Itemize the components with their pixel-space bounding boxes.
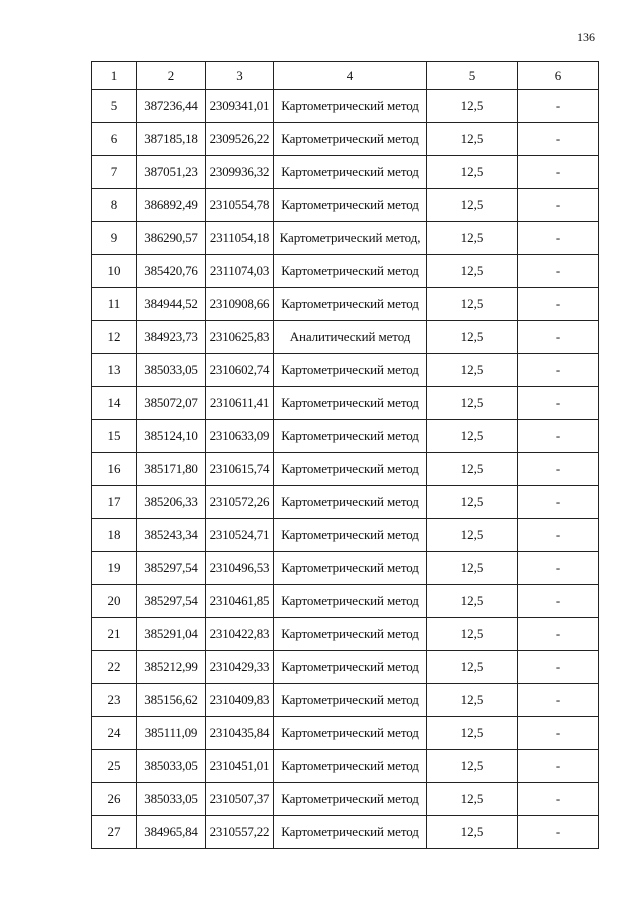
header-col-1: 1 xyxy=(92,62,137,90)
cell-method: Картометрический метод xyxy=(274,684,427,717)
cell-note: - xyxy=(518,222,599,255)
cell-coord-x: 385212,99 xyxy=(137,651,206,684)
cell-note: - xyxy=(518,420,599,453)
cell-coord-x: 385420,76 xyxy=(137,255,206,288)
table-row xyxy=(92,552,599,585)
cell-accuracy: 12,5 xyxy=(427,750,518,783)
header-col-5: 5 xyxy=(427,62,518,90)
cell-note: - xyxy=(518,651,599,684)
table-row xyxy=(92,156,599,189)
cell-accuracy: 12,5 xyxy=(427,189,518,222)
cell-accuracy: 12,5 xyxy=(427,321,518,354)
cell-coord-x: 385297,54 xyxy=(137,552,206,585)
cell-method: Картометрический метод xyxy=(274,552,427,585)
cell-note: - xyxy=(518,123,599,156)
cell-method: Картометрический метод xyxy=(274,189,427,222)
cell-accuracy: 12,5 xyxy=(427,651,518,684)
cell-method: Картометрический метод xyxy=(274,288,427,321)
cell-note: - xyxy=(518,519,599,552)
cell-coord-y: 2310557,22 xyxy=(206,816,274,849)
table-row xyxy=(92,222,599,255)
table-row xyxy=(92,783,599,816)
cell-accuracy: 12,5 xyxy=(427,552,518,585)
cell-point-number: 19 xyxy=(92,552,137,585)
cell-coord-y: 2310572,26 xyxy=(206,486,274,519)
cell-note: - xyxy=(518,783,599,816)
cell-method: Картометрический метод xyxy=(274,651,427,684)
cell-method: Картометрический метод xyxy=(274,816,427,849)
cell-method: Картометрический метод xyxy=(274,420,427,453)
cell-method: Картометрический метод xyxy=(274,519,427,552)
cell-coord-x: 387185,18 xyxy=(137,123,206,156)
cell-method: Картометрический метод xyxy=(274,585,427,618)
cell-method: Картометрический метод xyxy=(274,387,427,420)
cell-coord-x: 385033,05 xyxy=(137,354,206,387)
cell-point-number: 8 xyxy=(92,189,137,222)
cell-method: Аналитический метод xyxy=(274,321,427,354)
table-row xyxy=(92,618,599,651)
cell-point-number: 27 xyxy=(92,816,137,849)
cell-note: - xyxy=(518,552,599,585)
cell-point-number: 7 xyxy=(92,156,137,189)
cell-coord-y: 2310554,78 xyxy=(206,189,274,222)
cell-method: Картометрический метод xyxy=(274,783,427,816)
table-row xyxy=(92,354,599,387)
cell-accuracy: 12,5 xyxy=(427,618,518,651)
cell-method: Картометрический метод xyxy=(274,717,427,750)
cell-accuracy: 12,5 xyxy=(427,420,518,453)
cell-coord-x: 387051,23 xyxy=(137,156,206,189)
cell-point-number: 23 xyxy=(92,684,137,717)
cell-coord-x: 386290,57 xyxy=(137,222,206,255)
cell-method: Картометрический метод xyxy=(274,123,427,156)
cell-accuracy: 12,5 xyxy=(427,486,518,519)
table-header xyxy=(92,62,599,90)
cell-coord-y: 2310625,83 xyxy=(206,321,274,354)
cell-coord-y: 2310409,83 xyxy=(206,684,274,717)
cell-point-number: 10 xyxy=(92,255,137,288)
cell-point-number: 11 xyxy=(92,288,137,321)
cell-coord-y: 2310496,53 xyxy=(206,552,274,585)
cell-accuracy: 12,5 xyxy=(427,816,518,849)
cell-coord-y: 2310429,33 xyxy=(206,651,274,684)
cell-accuracy: 12,5 xyxy=(427,288,518,321)
cell-accuracy: 12,5 xyxy=(427,783,518,816)
cell-note: - xyxy=(518,255,599,288)
cell-coord-y: 2310908,66 xyxy=(206,288,274,321)
cell-coord-x: 385124,10 xyxy=(137,420,206,453)
cell-method: Картометрический метод xyxy=(274,453,427,486)
cell-note: - xyxy=(518,453,599,486)
cell-point-number: 20 xyxy=(92,585,137,618)
cell-method: Картометрический метод xyxy=(274,156,427,189)
cell-accuracy: 12,5 xyxy=(427,354,518,387)
table-row xyxy=(92,288,599,321)
cell-note: - xyxy=(518,156,599,189)
cell-note: - xyxy=(518,354,599,387)
cell-coord-y: 2310615,74 xyxy=(206,453,274,486)
cell-note: - xyxy=(518,288,599,321)
cell-point-number: 21 xyxy=(92,618,137,651)
cell-method: Картометрический метод xyxy=(274,354,427,387)
cell-note: - xyxy=(518,684,599,717)
table-row xyxy=(92,651,599,684)
cell-accuracy: 12,5 xyxy=(427,519,518,552)
cell-accuracy: 12,5 xyxy=(427,684,518,717)
cell-coord-x: 385111,09 xyxy=(137,717,206,750)
cell-method: Картометрический метод xyxy=(274,618,427,651)
table-row xyxy=(92,90,599,123)
header-col-6: 6 xyxy=(518,62,599,90)
table-row xyxy=(92,750,599,783)
cell-accuracy: 12,5 xyxy=(427,453,518,486)
table-row xyxy=(92,486,599,519)
cell-coord-x: 385033,05 xyxy=(137,783,206,816)
cell-coord-x: 384965,84 xyxy=(137,816,206,849)
cell-method: Картометрический метод, xyxy=(274,222,427,255)
coordinates-table xyxy=(91,61,599,849)
cell-coord-y: 2309526,22 xyxy=(206,123,274,156)
table-row xyxy=(92,519,599,552)
cell-coord-y: 2310524,71 xyxy=(206,519,274,552)
cell-point-number: 17 xyxy=(92,486,137,519)
cell-method: Картометрический метод xyxy=(274,255,427,288)
table-row xyxy=(92,684,599,717)
cell-point-number: 26 xyxy=(92,783,137,816)
table-row xyxy=(92,255,599,288)
table-row xyxy=(92,189,599,222)
cell-note: - xyxy=(518,189,599,222)
cell-note: - xyxy=(518,816,599,849)
cell-coord-y: 2310461,85 xyxy=(206,585,274,618)
table-row xyxy=(92,717,599,750)
header-col-4: 4 xyxy=(274,62,427,90)
cell-coord-x: 385291,04 xyxy=(137,618,206,651)
cell-coord-x: 384923,73 xyxy=(137,321,206,354)
cell-point-number: 13 xyxy=(92,354,137,387)
cell-note: - xyxy=(518,90,599,123)
cell-point-number: 15 xyxy=(92,420,137,453)
header-row xyxy=(92,62,599,90)
table-row xyxy=(92,387,599,420)
cell-point-number: 18 xyxy=(92,519,137,552)
header-col-2: 2 xyxy=(137,62,206,90)
cell-point-number: 25 xyxy=(92,750,137,783)
cell-coord-y: 2311054,18 xyxy=(206,222,274,255)
cell-accuracy: 12,5 xyxy=(427,90,518,123)
cell-point-number: 6 xyxy=(92,123,137,156)
cell-coord-y: 2309341,01 xyxy=(206,90,274,123)
cell-coord-x: 385171,80 xyxy=(137,453,206,486)
table-row xyxy=(92,453,599,486)
cell-method: Картометрический метод xyxy=(274,486,427,519)
cell-coord-y: 2310422,83 xyxy=(206,618,274,651)
cell-accuracy: 12,5 xyxy=(427,387,518,420)
table-row xyxy=(92,816,599,849)
cell-coord-x: 384944,52 xyxy=(137,288,206,321)
cell-note: - xyxy=(518,750,599,783)
cell-note: - xyxy=(518,486,599,519)
table-row xyxy=(92,420,599,453)
table-body xyxy=(92,90,599,849)
cell-accuracy: 12,5 xyxy=(427,255,518,288)
cell-coord-x: 385206,33 xyxy=(137,486,206,519)
cell-method: Картометрический метод xyxy=(274,750,427,783)
cell-coord-x: 385033,05 xyxy=(137,750,206,783)
cell-coord-x: 385297,54 xyxy=(137,585,206,618)
cell-coord-x: 387236,44 xyxy=(137,90,206,123)
cell-coord-y: 2310633,09 xyxy=(206,420,274,453)
cell-note: - xyxy=(518,717,599,750)
cell-accuracy: 12,5 xyxy=(427,156,518,189)
cell-point-number: 9 xyxy=(92,222,137,255)
cell-coord-x: 385072,07 xyxy=(137,387,206,420)
cell-note: - xyxy=(518,585,599,618)
cell-coord-y: 2310435,84 xyxy=(206,717,274,750)
cell-note: - xyxy=(518,321,599,354)
header-col-3: 3 xyxy=(206,62,274,90)
cell-method: Картометрический метод xyxy=(274,90,427,123)
table-row xyxy=(92,585,599,618)
cell-coord-y: 2311074,03 xyxy=(206,255,274,288)
cell-coord-x: 385156,62 xyxy=(137,684,206,717)
cell-coord-x: 386892,49 xyxy=(137,189,206,222)
cell-note: - xyxy=(518,387,599,420)
cell-point-number: 12 xyxy=(92,321,137,354)
cell-accuracy: 12,5 xyxy=(427,717,518,750)
cell-accuracy: 12,5 xyxy=(427,123,518,156)
cell-coord-y: 2310451,01 xyxy=(206,750,274,783)
cell-accuracy: 12,5 xyxy=(427,222,518,255)
cell-coord-y: 2310507,37 xyxy=(206,783,274,816)
page-number: 136 xyxy=(577,30,595,44)
cell-point-number: 22 xyxy=(92,651,137,684)
cell-point-number: 16 xyxy=(92,453,137,486)
cell-point-number: 14 xyxy=(92,387,137,420)
cell-point-number: 24 xyxy=(92,717,137,750)
cell-coord-y: 2310602,74 xyxy=(206,354,274,387)
cell-note: - xyxy=(518,618,599,651)
cell-point-number: 5 xyxy=(92,90,137,123)
cell-accuracy: 12,5 xyxy=(427,585,518,618)
cell-coord-y: 2310611,41 xyxy=(206,387,274,420)
cell-coord-x: 385243,34 xyxy=(137,519,206,552)
table-row xyxy=(92,321,599,354)
cell-coord-y: 2309936,32 xyxy=(206,156,274,189)
table-row xyxy=(92,123,599,156)
